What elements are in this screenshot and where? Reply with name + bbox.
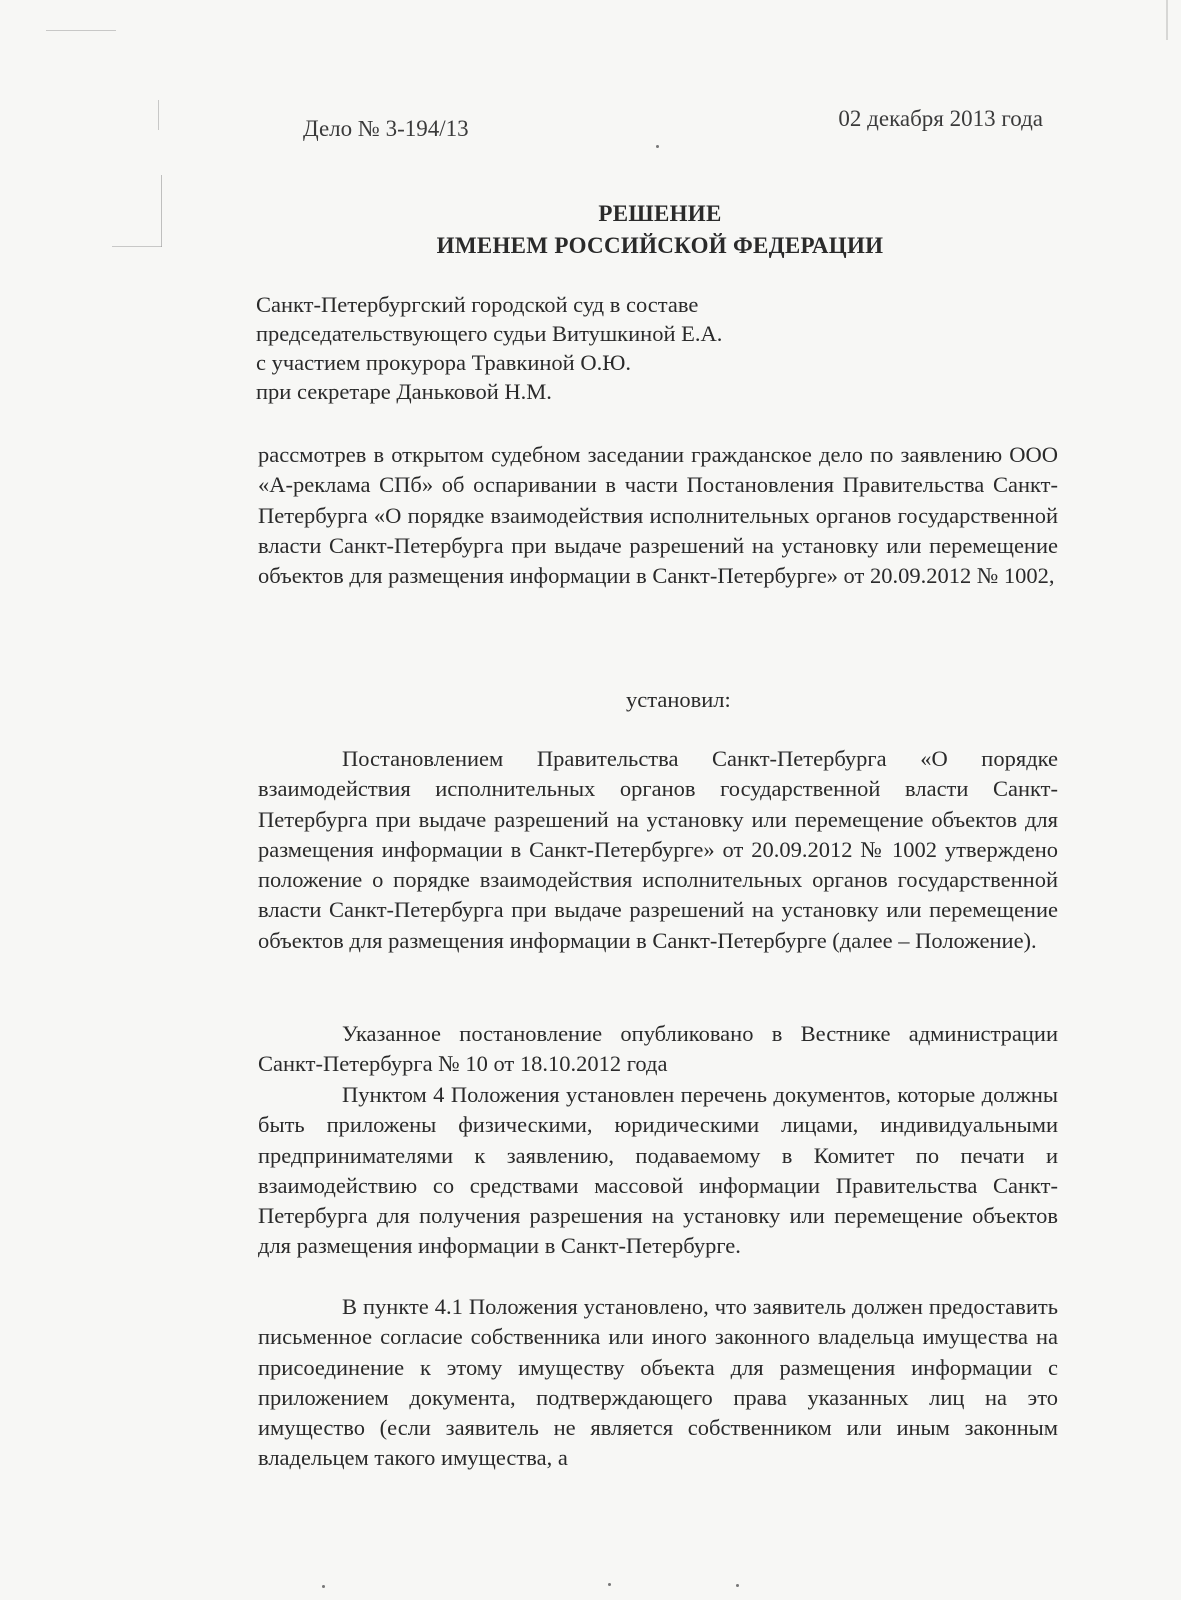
scan-artifact [1166, 0, 1168, 40]
scan-artifact [158, 100, 159, 130]
title-decision: РЕШЕНИЕ [598, 201, 722, 226]
scan-speck [656, 145, 659, 148]
body-paragraph: Указанное постановление опубликовано в Вестнике администрации Санкт-Петербурга № 10 от 18.10.2012 года [258, 1021, 1058, 1077]
court-composition [256, 290, 876, 406]
scan-speck [322, 1585, 325, 1588]
court-line: председательствующего судьи Витушкиной Е.А. [256, 321, 723, 346]
established-heading: установил: [626, 687, 731, 712]
title-in-the-name: ИМЕНЕМ РОССИЙСКОЙ ФЕДЕРАЦИИ [436, 233, 884, 258]
scan-speck [608, 1583, 611, 1586]
document-title [300, 198, 1020, 262]
body-paragraph: Постановлением Правительства Санкт-Петербурга «О порядке взаимодействия исполнительных органов государственной власти Санкт-Петербурга при выдаче разрешений на установку или перемещение объектов для размещения информации в Санкт-Петербурге» от 20.09.2012 № 1002 утверждено положение о порядке взаимодействия исполнительных органов государственной власти Санкт-Петербурга при выдаче разрешений на установку или перемещение объектов для размещения информации в Санкт-Петербурге (далее – Положение). [258, 746, 1058, 953]
court-line: с участием прокурора Травкиной О.Ю. [256, 350, 631, 375]
scan-artifact [161, 175, 162, 247]
document-date: 02 декабря 2013 года [838, 106, 1043, 131]
intro-paragraph: рассмотрев в открытом судебном заседании гражданское дело по заявлению ООО «А-реклама СПб» об оспаривании в части Постановления Правительства Санкт-Петербурга «О порядке взаимодействия исполнительных органов государственной власти Санкт-Петербурга при выдаче разрешений на установку или перемещение объектов для размещения информации в Санкт-Петербурге» от 20.09.2012 № 1002, [258, 442, 1058, 589]
scan-artifact [46, 30, 116, 31]
court-line: Санкт-Петербургский городской суд в составе [256, 292, 699, 317]
case-number: Дело № 3-194/13 [303, 116, 469, 141]
body-paragraph: Пунктом 4 Положения установлен перечень документов, которые должны быть приложены физическими, юридическими лицами, индивидуальными предпринимателями к заявлению, подаваемому в Комитет по печати и взаимодействию со средствами массовой информации Правительства Санкт-Петербурга для получения разрешения на установку или перемещение объектов для размещения информации в Санкт-Петербурге. [258, 1082, 1058, 1259]
body-paragraph: В пункте 4.1 Положения установлено, что заявитель должен предоставить письменное согласие собственника или иного законного владельца имущества на присоединение к этому имуществу объекта для размещения информации с приложением документа, подтверждающего права указанных лиц на это имущество (если заявитель не является собственником или иным законным владельцем такого имущества, а [258, 1294, 1058, 1471]
scan-speck [736, 1584, 739, 1587]
court-line: при секретаре Даньковой Н.М. [256, 379, 552, 404]
scan-artifact [112, 246, 162, 247]
document-header [303, 106, 1043, 142]
